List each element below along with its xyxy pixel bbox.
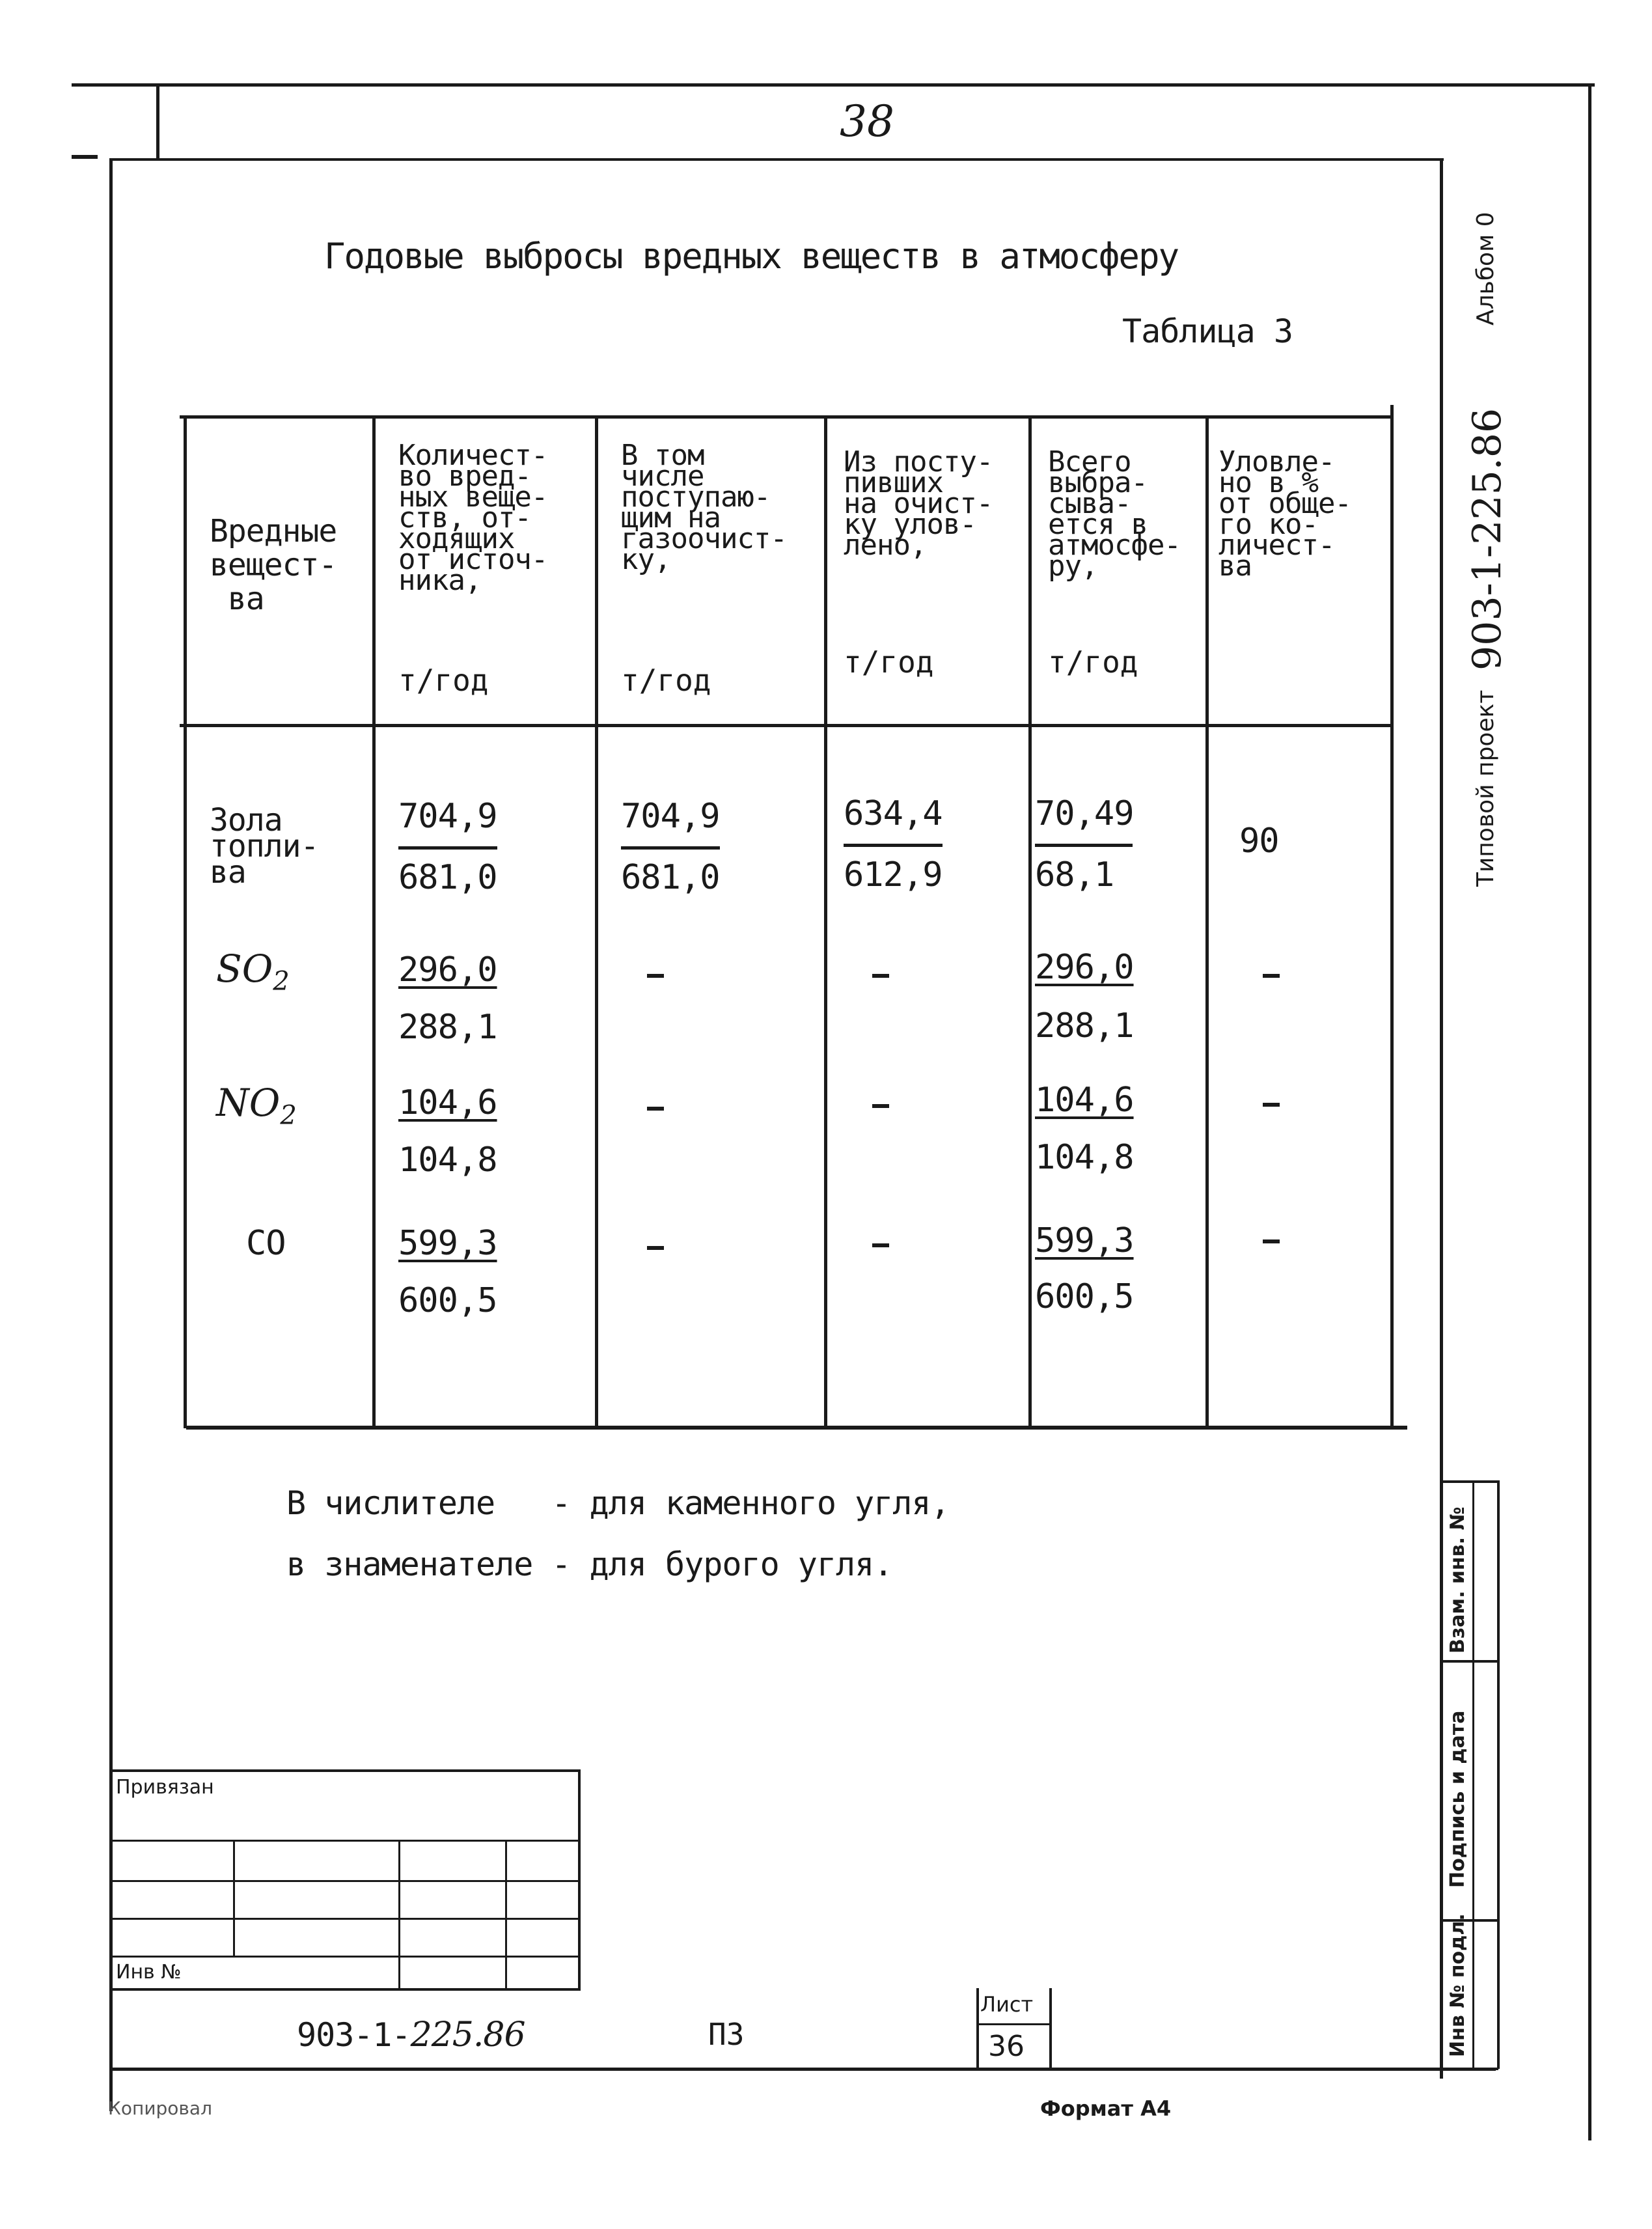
album-label: Альбом 0	[1472, 212, 1499, 325]
cell-emitted-denominator: 600,5	[1035, 1277, 1134, 1316]
inner-left-line	[109, 158, 113, 2111]
fraction-bar	[1035, 844, 1133, 847]
cell-emitted-numerator: 104,6	[1035, 1081, 1134, 1120]
sheet-label: Лист	[980, 1992, 1034, 2017]
header-to-cleaning-unit: т/год	[621, 663, 711, 698]
header-captured-unit: т/год	[844, 644, 934, 680]
cell-to-cleaning-numerator: 704,9	[621, 797, 720, 836]
inner-right-line	[1440, 158, 1443, 2079]
project-code: 903-1-225.86	[1465, 408, 1510, 671]
right-frame-line	[1588, 83, 1591, 2140]
cell-captured-pct: 90	[1239, 822, 1279, 861]
cell-emitted-denominator: 104,8	[1035, 1138, 1134, 1177]
cell-to-cleaning-denominator: 681,0	[621, 858, 720, 897]
cell-source-numerator: 704,9	[398, 797, 497, 836]
header-captured: Из посту- пивших на очист- ку улов- лено,	[844, 445, 993, 562]
cell-source-denominator: 288,1	[398, 1008, 497, 1047]
row-substance	[216, 947, 290, 997]
fraction-bar	[621, 846, 720, 850]
inv-number-label: Инв №	[116, 1961, 182, 1984]
empty-dash	[872, 974, 889, 978]
header-captured-pct: Уловле- но в % от обще- го ко- личест- ва	[1218, 445, 1351, 583]
header-emitted-unit: т/год	[1048, 644, 1138, 680]
header-source-unit: т/год	[398, 663, 489, 698]
substance-index: 2	[280, 1100, 297, 1131]
fraction-bar	[398, 846, 497, 850]
cell-emitted-denominator: 68,1	[1035, 855, 1114, 894]
cell-source-numerator: 599,3	[398, 1224, 497, 1263]
cell-emitted-numerator: 296,0	[1035, 948, 1134, 987]
top-frame-line	[72, 83, 1595, 87]
project-code-printed	[297, 2015, 525, 2055]
substance-formula: SO	[216, 947, 273, 991]
cell-source-denominator: 104,8	[398, 1141, 497, 1180]
empty-dash	[647, 1107, 664, 1111]
note-denominator: в знаменателе - для бурого угля.	[286, 1545, 893, 1583]
empty-dash	[1263, 1239, 1280, 1243]
binding-mark	[72, 155, 98, 159]
header-source-amount: Количест- во вред- ных веще- ств, от- ходящих от источ- ника,	[398, 439, 548, 597]
empty-dash	[1263, 1103, 1280, 1107]
cell-source-numerator: 296,0	[398, 950, 497, 990]
project-code-hand: 225.86	[410, 2015, 525, 2055]
cell-captured-numerator: 634,4	[844, 794, 943, 833]
side-original-inv-label: Инв № подл.	[1446, 1913, 1469, 2057]
row-substance: Зола топли- ва	[210, 802, 319, 891]
empty-dash	[647, 1246, 664, 1250]
table-label: Таблица 3	[1122, 312, 1293, 350]
page-number: 38	[840, 96, 894, 146]
cell-source-denominator: 681,0	[398, 858, 497, 897]
document-type: ПЗ	[708, 2017, 745, 2052]
cell-emitted-numerator: 599,3	[1035, 1221, 1134, 1260]
header-to-cleaning: В том числе поступаю- щим на газоочист- ку,	[621, 439, 787, 576]
row-substance	[216, 1081, 297, 1131]
cell-source-numerator: 104,6	[398, 1083, 497, 1122]
sheet-number: 36	[988, 2030, 1025, 2063]
left-margin-line	[156, 83, 159, 160]
copied-by-label: Копировал	[108, 2097, 212, 2119]
bound-label: Привязан	[116, 1776, 214, 1799]
note-numerator: В числителе - для каменного угля,	[286, 1484, 950, 1522]
row-substance: CO	[246, 1224, 286, 1263]
format-label: Формат А4	[1040, 2096, 1172, 2121]
side-signature-date-label: Подпись и дата	[1446, 1710, 1469, 1888]
empty-dash	[647, 974, 664, 978]
cell-emitted-numerator: 70,49	[1035, 794, 1134, 833]
cell-source-denominator: 600,5	[398, 1281, 497, 1320]
project-code-print: 903-1-	[297, 2016, 411, 2054]
project-label: Типовой проект	[1472, 689, 1499, 887]
inner-top-line	[109, 158, 1444, 161]
substance-index: 2	[273, 966, 290, 997]
empty-dash	[1263, 974, 1280, 978]
header-substance: Вредные вещест- ва	[210, 513, 337, 617]
empty-dash	[872, 1104, 889, 1108]
substance-formula: NO	[216, 1081, 281, 1125]
document-title: Годовые выбросы вредных веществ в атмосферу	[324, 236, 1178, 277]
empty-dash	[872, 1243, 889, 1247]
side-replaced-inv-label: Взам. инв. №	[1446, 1506, 1469, 1654]
inner-bottom-line	[109, 2068, 1496, 2071]
cell-emitted-denominator: 288,1	[1035, 1006, 1134, 1045]
fraction-bar	[844, 844, 943, 847]
cell-captured-denominator: 612,9	[844, 855, 943, 894]
header-emitted: Всего выбра- сыва- ется в атмосфе- ру,	[1048, 445, 1181, 583]
